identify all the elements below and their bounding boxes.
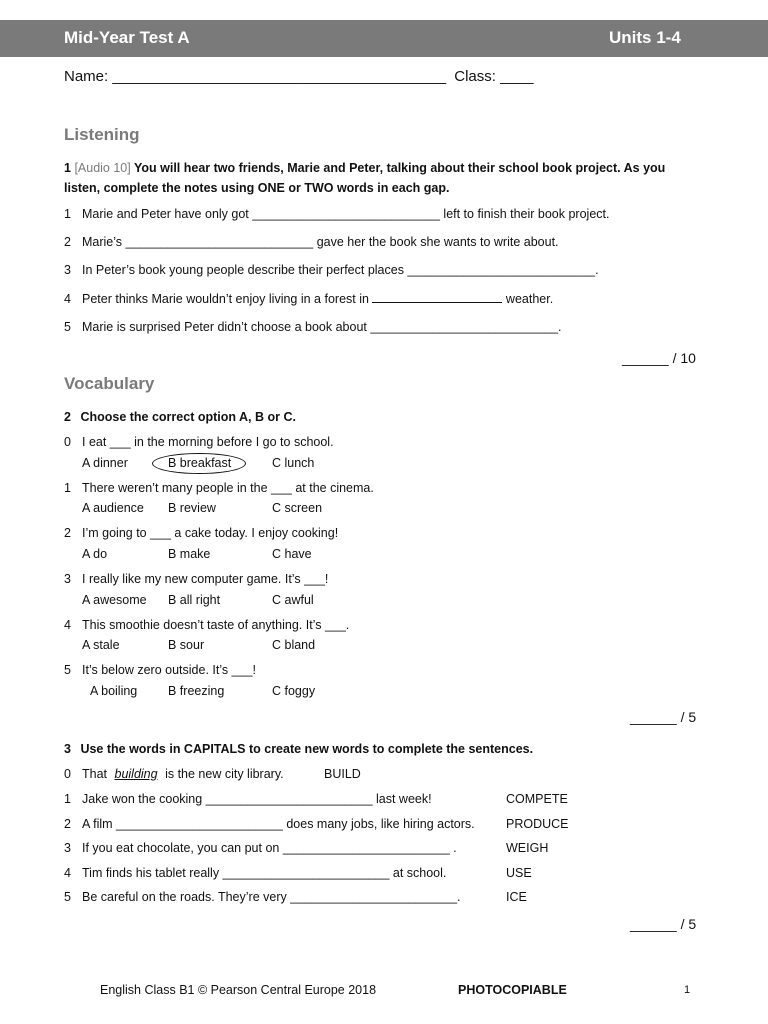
answer-gap[interactable] [372, 292, 502, 303]
vocabulary-instruction: 2 Choose the correct option A, B or C. [64, 410, 296, 424]
class-field[interactable]: ____ [500, 68, 534, 85]
listening-question-1: Marie and Peter have only got ___________________________ left to finish their book project. [82, 207, 610, 221]
capital-word: WEIGH [506, 841, 549, 855]
capital-word: PRODUCE [506, 817, 569, 831]
task-number: 3 [64, 742, 71, 756]
word-formation-score: ______ / 5 [630, 916, 697, 932]
vocabulary-score: ______ / 5 [630, 709, 697, 725]
option-c[interactable]: C screen [272, 501, 323, 515]
option-c[interactable]: C bland [272, 638, 316, 652]
item-number: 1 [64, 792, 71, 806]
word-formation-question-4: Tim finds his tablet really ________________________ at school. [82, 866, 447, 880]
item-number: 3 [64, 572, 71, 586]
option-c[interactable]: C awful [272, 593, 314, 607]
option-a[interactable]: A stale [82, 638, 120, 652]
item-number: 5 [64, 890, 71, 904]
task-number: 1 [64, 161, 71, 175]
item-number: 3 [64, 263, 71, 277]
word-formation-question-5: Be careful on the roads. They’re very ________________________. [82, 890, 461, 904]
name-row [64, 68, 533, 85]
listening-instruction-line1: 1 [Audio 10] You will hear two friends, Marie and Peter, talking about their school book project. As you [64, 161, 666, 175]
listening-question-4: Peter thinks Marie wouldn’t enjoy living in a forest in weather. [82, 292, 554, 306]
option-a[interactable]: A do [82, 547, 108, 561]
option-b[interactable]: B sour [168, 638, 205, 652]
capital-word: ICE [506, 890, 527, 904]
item-number: 0 [64, 767, 71, 781]
option-b[interactable]: B all right [168, 593, 221, 607]
name-field[interactable]: ________________________________________ [112, 68, 447, 85]
capital-word: USE [506, 866, 532, 880]
name-label: Name: [64, 68, 109, 85]
option-a[interactable]: A dinner [82, 456, 128, 470]
listening-heading: Listening [64, 125, 140, 144]
answer-circle [152, 453, 246, 474]
item-number: 2 [64, 235, 71, 249]
item-number: 4 [64, 292, 71, 306]
option-c[interactable]: C have [272, 547, 312, 561]
option-a[interactable]: A audience [82, 501, 144, 515]
option-b[interactable]: B review [168, 501, 216, 515]
listening-question-3: In Peter’s book young people describe their perfect places ___________________________. [82, 263, 599, 277]
audio-tag: [Audio 10] [74, 161, 131, 175]
item-number: 5 [64, 320, 71, 334]
listening-question-5: Marie is surprised Peter didn’t choose a book about ___________________________. [82, 320, 562, 334]
listening-question-2: Marie’s ___________________________ gave her the book she wants to write about. [82, 235, 559, 249]
capital-word: BUILD [324, 767, 361, 781]
units-label: Units 1-4 [609, 28, 681, 47]
task-number: 2 [64, 410, 71, 424]
vocab-question-0: I eat ___ in the morning before I go to school. [82, 435, 334, 449]
word-formation-question-1: Jake won the cooking ________________________ last week! [82, 792, 432, 806]
example-answer: building [114, 767, 158, 781]
page-number: 1 [684, 984, 691, 996]
class-label: Class: [454, 68, 496, 85]
option-a[interactable]: A boiling [90, 684, 138, 698]
word-formation-example: That building is the new city library. [82, 767, 284, 781]
test-title: Mid-Year Test A [64, 28, 190, 47]
word-formation-instruction: 3 Use the words in CAPITALS to create new words to complete the sentences. [64, 742, 534, 756]
option-b[interactable]: B freezing [168, 684, 225, 698]
footer-photocopiable: PHOTOCOPIABLE [458, 983, 567, 997]
vocab-question-4: This smoothie doesn’t taste of anything. It’s ___. [82, 618, 350, 632]
vocabulary-heading: Vocabulary [64, 374, 155, 393]
vocab-question-2: I’m going to ___ a cake today. I enjoy cooking! [82, 526, 339, 540]
item-number: 0 [64, 435, 71, 449]
header-bar [0, 20, 768, 57]
option-b-selected[interactable]: B breakfast [168, 456, 232, 470]
word-formation-question-3: If you eat chocolate, you can put on ________________________ . [82, 841, 457, 855]
vocab-question-1: There weren’t many people in the ___ at the cinema. [82, 481, 374, 495]
vocab-question-5: It’s below zero outside. It’s ___! [82, 663, 256, 677]
footer-copyright: English Class B1 © Pearson Central Europe 2018 [100, 983, 377, 997]
vocab-question-3: I really like my new computer game. It’s ___! [82, 572, 329, 586]
item-number: 4 [64, 866, 71, 880]
item-number: 2 [64, 526, 71, 540]
option-c[interactable]: C foggy [272, 684, 316, 698]
item-number: 5 [64, 663, 71, 677]
item-number: 3 [64, 841, 71, 855]
listening-instruction-line2: listen, complete the notes using ONE or TWO words in each gap. [64, 181, 450, 195]
option-c[interactable]: C lunch [272, 456, 315, 470]
option-a[interactable]: A awesome [82, 593, 147, 607]
item-number: 1 [64, 481, 71, 495]
word-formation-question-2: A film ________________________ does many jobs, like hiring actors. [82, 817, 475, 831]
capital-word: COMPETE [506, 792, 568, 806]
item-number: 4 [64, 618, 71, 632]
listening-score: ______ / 10 [622, 350, 696, 366]
item-number: 1 [64, 207, 71, 221]
option-b[interactable]: B make [168, 547, 211, 561]
item-number: 2 [64, 817, 71, 831]
